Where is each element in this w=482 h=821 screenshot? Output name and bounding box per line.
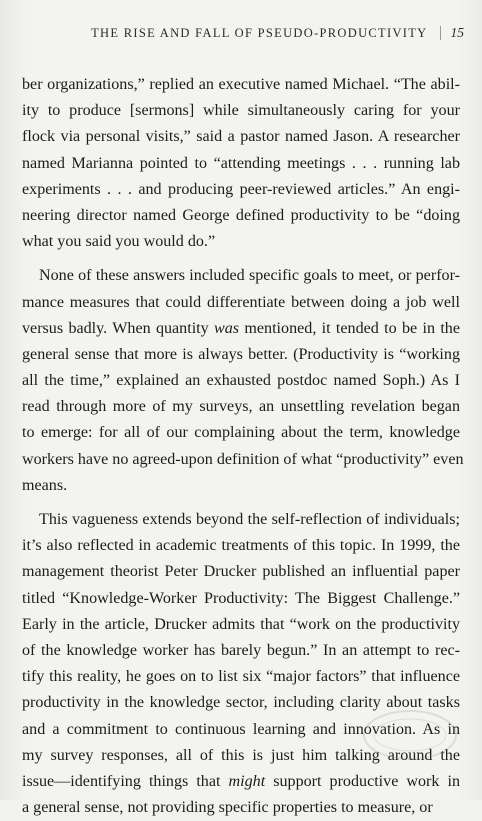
text-line: means. bbox=[22, 476, 68, 494]
paragraph-gap bbox=[22, 255, 460, 263]
paragraph bbox=[22, 263, 464, 499]
text-line: named Marianna pointed to “attending meetings . . . running lab bbox=[22, 154, 460, 172]
running-head-divider bbox=[440, 26, 441, 40]
text-line: experiments . . . and producing peer-reviewed articles.” An engi- bbox=[22, 180, 460, 198]
text-line: all the time,” explained an exhausted postdoc named Soph.) As I bbox=[22, 372, 460, 390]
text-line: productivity in the knowledge sector, including clarity about tasks bbox=[22, 694, 460, 712]
text-line: Early in the article, Drucker admits that “work on the productivity bbox=[22, 615, 460, 633]
text-line: None of these answers included specific goals to meet, or perfor- bbox=[39, 267, 460, 285]
text-line: general sense that more is always better. (Productivity is “working bbox=[22, 345, 460, 363]
text-line: of the knowledge worker has barely begun.” In an attempt to rec- bbox=[22, 641, 460, 659]
text-line: ity to produce [sermons] while simultaneously caring for your bbox=[22, 102, 460, 120]
emphasis: was bbox=[214, 319, 240, 337]
text-line: it’s also reflected in academic treatments of this topic. In 1999, the bbox=[22, 537, 460, 555]
text-line: read through more of my surveys, an unsettling revelation began bbox=[22, 398, 460, 416]
page-number: 15 bbox=[450, 25, 464, 40]
text-line: tify this reality, he goes on to list six “major factors” that influence bbox=[22, 668, 460, 686]
text-line: workers have no agreed-upon definition of what “productivity” even bbox=[22, 450, 464, 468]
text-line: mance measures that could differentiate between doing a job well bbox=[22, 293, 460, 311]
text-line: issue—identifying things that might support productive work in bbox=[22, 772, 461, 790]
text-line: ber organizations,” replied an executive named Michael. “The abil- bbox=[22, 76, 460, 93]
watermark-stamp-icon bbox=[360, 705, 460, 765]
text-line: to emerge: for all of our complaining about the term, knowledge bbox=[22, 424, 460, 442]
paragraph bbox=[22, 507, 460, 821]
paragraph-gap bbox=[22, 499, 460, 507]
text-line: what you said you would do.” bbox=[22, 233, 216, 251]
running-head bbox=[68, 23, 464, 43]
text-line: a general sense, not providing specific properties to measure, or bbox=[22, 799, 433, 817]
running-head-title: THE RISE AND FALL OF PSEUDO-PRODUCTIVITY bbox=[91, 25, 428, 40]
text-line: versus badly. When quantity was mentioned, it tended to be in the bbox=[22, 319, 460, 337]
text-line: management theorist Peter Drucker published an influential paper bbox=[22, 563, 460, 581]
emphasis: might bbox=[228, 772, 266, 790]
text-line: and a commitment to continuous learning and innovation. As in bbox=[22, 720, 460, 738]
text-line: neering director named George defined productivity to be “doing bbox=[22, 206, 460, 224]
paragraph bbox=[22, 72, 460, 255]
text-line: This vagueness extends beyond the self-reflection of individuals; bbox=[39, 511, 460, 528]
text-line: flock via personal visits,” said a pastor named Jason. A researcher bbox=[22, 128, 460, 146]
text-line: titled “Knowledge-Worker Productivity: The Biggest Challenge.” bbox=[22, 589, 460, 607]
text-line: my survey responses, all of this is just him talking around the bbox=[22, 746, 460, 764]
